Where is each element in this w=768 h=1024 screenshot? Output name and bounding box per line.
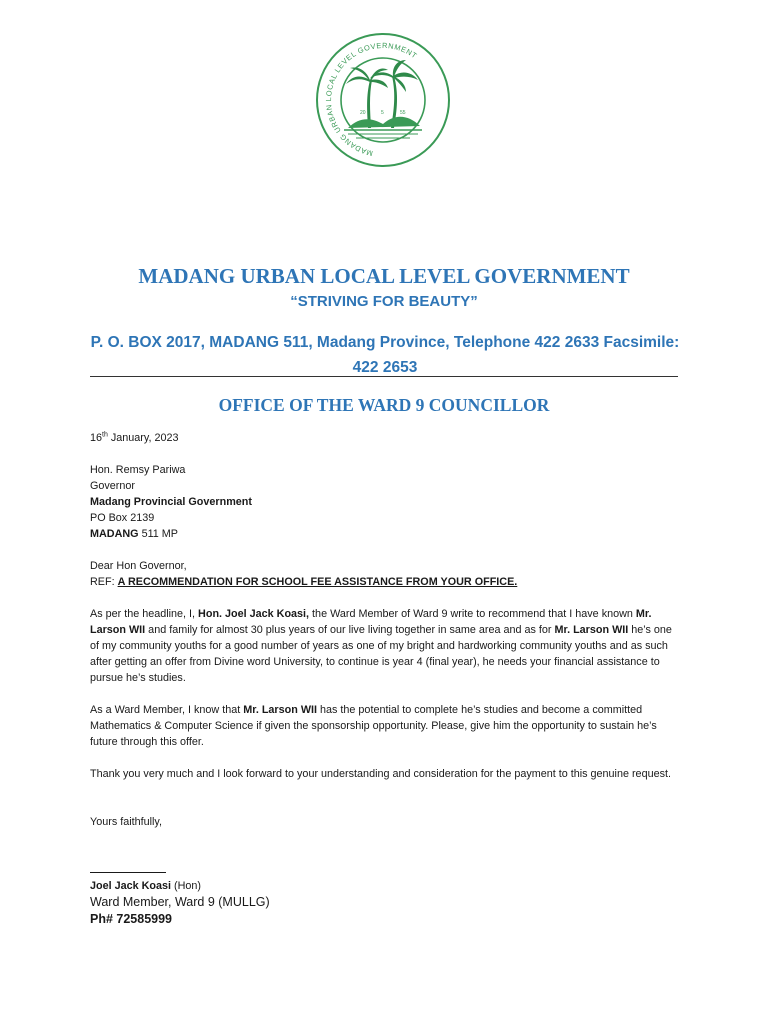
paragraph-2: As a Ward Member, I know that Mr. Larson WII has the potential to complete he’s studies and become a committed Mathematics & Computer Science if given the sponsorship opportunity. Please, give him the opportunity to sustain he’s future through this offer. (90, 704, 657, 748)
recipient-city: MADANG 511 MP (90, 528, 179, 540)
signature-line (90, 862, 680, 878)
svg-text:MADANG URBAN LOCAL LEVEL GOVER: MADANG URBAN LOCAL LEVEL GOVERNMENT (324, 40, 419, 158)
recipient-name: Hon. Remsy Pariwa (90, 464, 186, 476)
organization-motto: “STRIVING FOR BEAUTY” (290, 293, 478, 310)
recipient-po-box: PO Box 2139 (90, 512, 155, 524)
signatory-role: Ward Member, Ward 9 (MULLG) (90, 895, 270, 909)
seal-left-number: 20 (360, 110, 366, 116)
paragraph-3: Thank you very much and I look forward to your understanding and consideration for the payment to this genuine request. (90, 768, 671, 780)
reference-line: REF: A RECOMMENDATION FOR SCHOOL FEE ASSISTANCE FROM YOUR OFFICE. (90, 576, 518, 588)
salutation: Dear Hon Governor, (90, 560, 187, 572)
office-title: OFFICE OF THE WARD 9 COUNCILLOR (218, 395, 550, 415)
seal-middle-number: 5 (381, 110, 384, 116)
recipient-title: Governor (90, 480, 136, 492)
address-line-1: P. O. BOX 2017, MADANG 511, Madang Province, Telephone 422 2633 Facsimile: (90, 334, 680, 351)
letter-body (90, 430, 680, 928)
signatory-name: Joel Jack Koasi (Hon) (90, 880, 202, 892)
header-divider (90, 376, 678, 377)
letter-date: 16th January, 2023 (90, 431, 179, 444)
organization-name: MADANG URBAN LOCAL LEVEL GOVERNMENT (138, 264, 630, 288)
seal-right-number: 55 (400, 110, 406, 116)
recipient-organization: Madang Provincial Government (90, 496, 252, 508)
signatory-phone: Ph# 72585999 (90, 912, 173, 926)
recipient-block (90, 462, 680, 542)
organization-address (85, 330, 685, 380)
seal-emblem-icon (308, 30, 458, 170)
municipal-seal (308, 30, 458, 170)
closing: Yours faithfully, (90, 816, 163, 828)
address-line-2: 422 2653 (352, 359, 418, 376)
paragraph-1: As per the headline, I, Hon. Joel Jack Koasi, the Ward Member of Ward 9 write to recommend that I have known Mr. Larson WII and family for almost 30 plus years of our live living together in same area and as for Mr. Larson WII he’s one of my community youths for a good number of years as one of my bright and hardworking community youths and as such after getting an offer from Divine word University, to continue is year 4 (final year), he needs your financial assistance to pursue he’s studies. (90, 608, 672, 684)
